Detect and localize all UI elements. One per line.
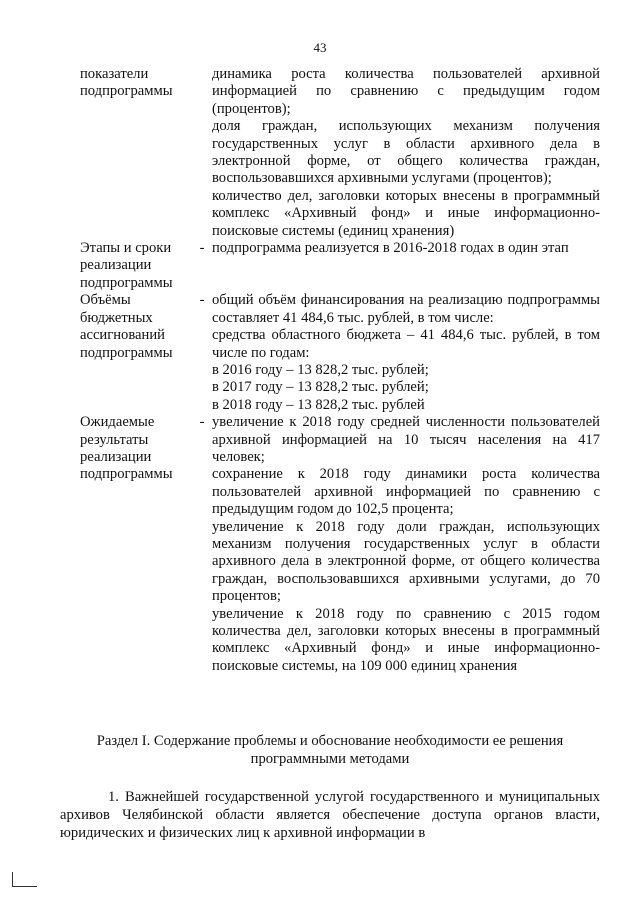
row-item: доля граждан, использующих механизм получения государственных услуг в области архивного дела в электронной форме, от общего количества граждан, воспользовавшихся архивными услугами (процентов); <box>212 118 600 187</box>
page-number: 43 <box>313 40 327 55</box>
row-content <box>212 66 600 240</box>
row-item: увеличение к 2018 году по сравнению с 2015 годом количества дел, заголовки которых внесены в программный комплекс «Архивный фонд» и иные информационно-поисковые системы, на 109 000 единиц хранения <box>212 605 600 674</box>
row-dash: - <box>199 240 205 257</box>
row-item: в 2017 году – 13 828,2 тыс. рублей; <box>212 379 429 396</box>
passport-row-results <box>80 414 600 675</box>
row-item: в 2016 году – 13 828,2 тыс. рублей; <box>212 361 429 378</box>
passport-row-indicators <box>80 66 600 240</box>
paragraph: 1. Важнейшей государственной услугой государственного и муниципальных архивов Челябинской области является обеспечение доступа органов власти, юридических и физических лиц к архивной информации в <box>60 789 600 841</box>
section-heading: Раздел I. Содержание проблемы и обоснование необходимости ее решения программными методами <box>96 733 564 767</box>
body-text <box>60 788 600 842</box>
row-label: Объёмы бюджетных ассигнований подпрограммы <box>80 292 173 361</box>
row-label: Ожидаемые результаты реализации подпрограммы <box>80 414 173 483</box>
row-item: количество дел, заголовки которых внесены в программный комплекс «Архивный фонд» и иные информационно-поисковые системы (единиц хранения) <box>212 187 600 239</box>
row-label: Этапы и сроки реализации подпрограммы <box>80 240 173 291</box>
row-item: подпрограмма реализуется в 2016-2018 годах в один этап <box>212 240 569 257</box>
row-content <box>212 414 600 675</box>
row-item: увеличение к 2018 году средней численности пользователей архивной информацией на 10 тысяч населения на 417 человек; <box>212 414 600 465</box>
row-item: средства областного бюджета – 41 484,6 тыс. рублей, в том числе по годам: <box>212 327 600 361</box>
passport-row-budget <box>80 292 600 414</box>
passport-table <box>80 66 600 675</box>
row-content <box>212 292 600 414</box>
row-item: в 2018 году – 13 828,2 тыс. рублей <box>212 396 425 413</box>
row-dash: - <box>199 414 205 431</box>
row-dash <box>192 66 212 240</box>
passport-row-stages <box>80 240 600 292</box>
row-item: сохранение к 2018 году динамики роста количества пользователей архивной информацией по сравнению с предыдущим годом до 102,5 процента; <box>212 466 600 518</box>
row-dash: - <box>199 292 205 309</box>
row-item: динамика роста количества пользователей архивной информацией по сравнению с предыдущим годом (процентов); <box>212 66 600 117</box>
row-item: увеличение к 2018 году доли граждан, использующих механизм получения государственных услуг в области архивного дела в электронной форме, от общего количества граждан, воспользовавшихся архивными услугами, до 70 процентов; <box>212 518 600 605</box>
scan-corner-mark <box>12 872 37 887</box>
row-item: общий объём финансирования на реализацию подпрограммы составляет 41 484,6 тыс. рублей, в том числе: <box>212 292 600 326</box>
row-label: показатели подпрограммы <box>80 66 173 100</box>
row-content <box>212 240 600 292</box>
